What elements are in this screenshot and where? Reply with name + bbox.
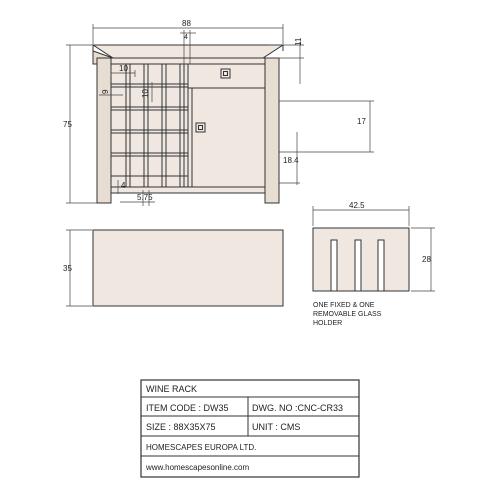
slot-height-dim-label: 10 — [141, 89, 150, 98]
slot-width-dim-label: 10 — [119, 64, 128, 73]
holder-note-line-3: HOLDER — [313, 320, 343, 327]
holder-width-dim-label: 42.5 — [349, 201, 365, 210]
bottom-dim-label: 5.75 — [137, 193, 153, 202]
title-block-website: www.homescapesonline.com — [146, 463, 250, 472]
title-block-unit: UNIT : CMS — [252, 422, 301, 432]
width-dim-label: 88 — [182, 19, 191, 28]
title-block-title: WINE RACK — [146, 384, 198, 394]
side-inset-dim-label: 9 — [101, 89, 110, 94]
plinth-dim-label: 4 — [121, 181, 126, 190]
front-view — [63, 19, 374, 206]
side-height-dim-label: 35 — [63, 264, 72, 273]
holder-note-line-2: REMOVABLE GLASS — [313, 311, 382, 318]
drawer-height-dim-label: 17 — [357, 117, 366, 126]
title-block-item-code: ITEM CODE : DW35 — [146, 403, 229, 413]
title-block-size: SIZE : 88X35X75 — [146, 422, 216, 432]
title-block-drawing-no: DWG. NO :CNC-CR33 — [252, 403, 344, 413]
top-depth-dim-label: 11 — [294, 37, 303, 46]
title-block — [141, 380, 359, 477]
top-small-dim-label: 4 — [184, 34, 188, 41]
cupboard-height-dim-label: 18.4 — [283, 156, 299, 165]
glass-holder-view — [313, 201, 435, 327]
height-dim-label: 75 — [63, 120, 72, 129]
title-block-company: HOMESCAPES EUROPA LTD. — [146, 443, 257, 452]
holder-height-dim-label: 28 — [422, 255, 431, 264]
side-view — [63, 230, 283, 306]
holder-note-line-1: ONE FIXED & ONE — [313, 302, 375, 309]
